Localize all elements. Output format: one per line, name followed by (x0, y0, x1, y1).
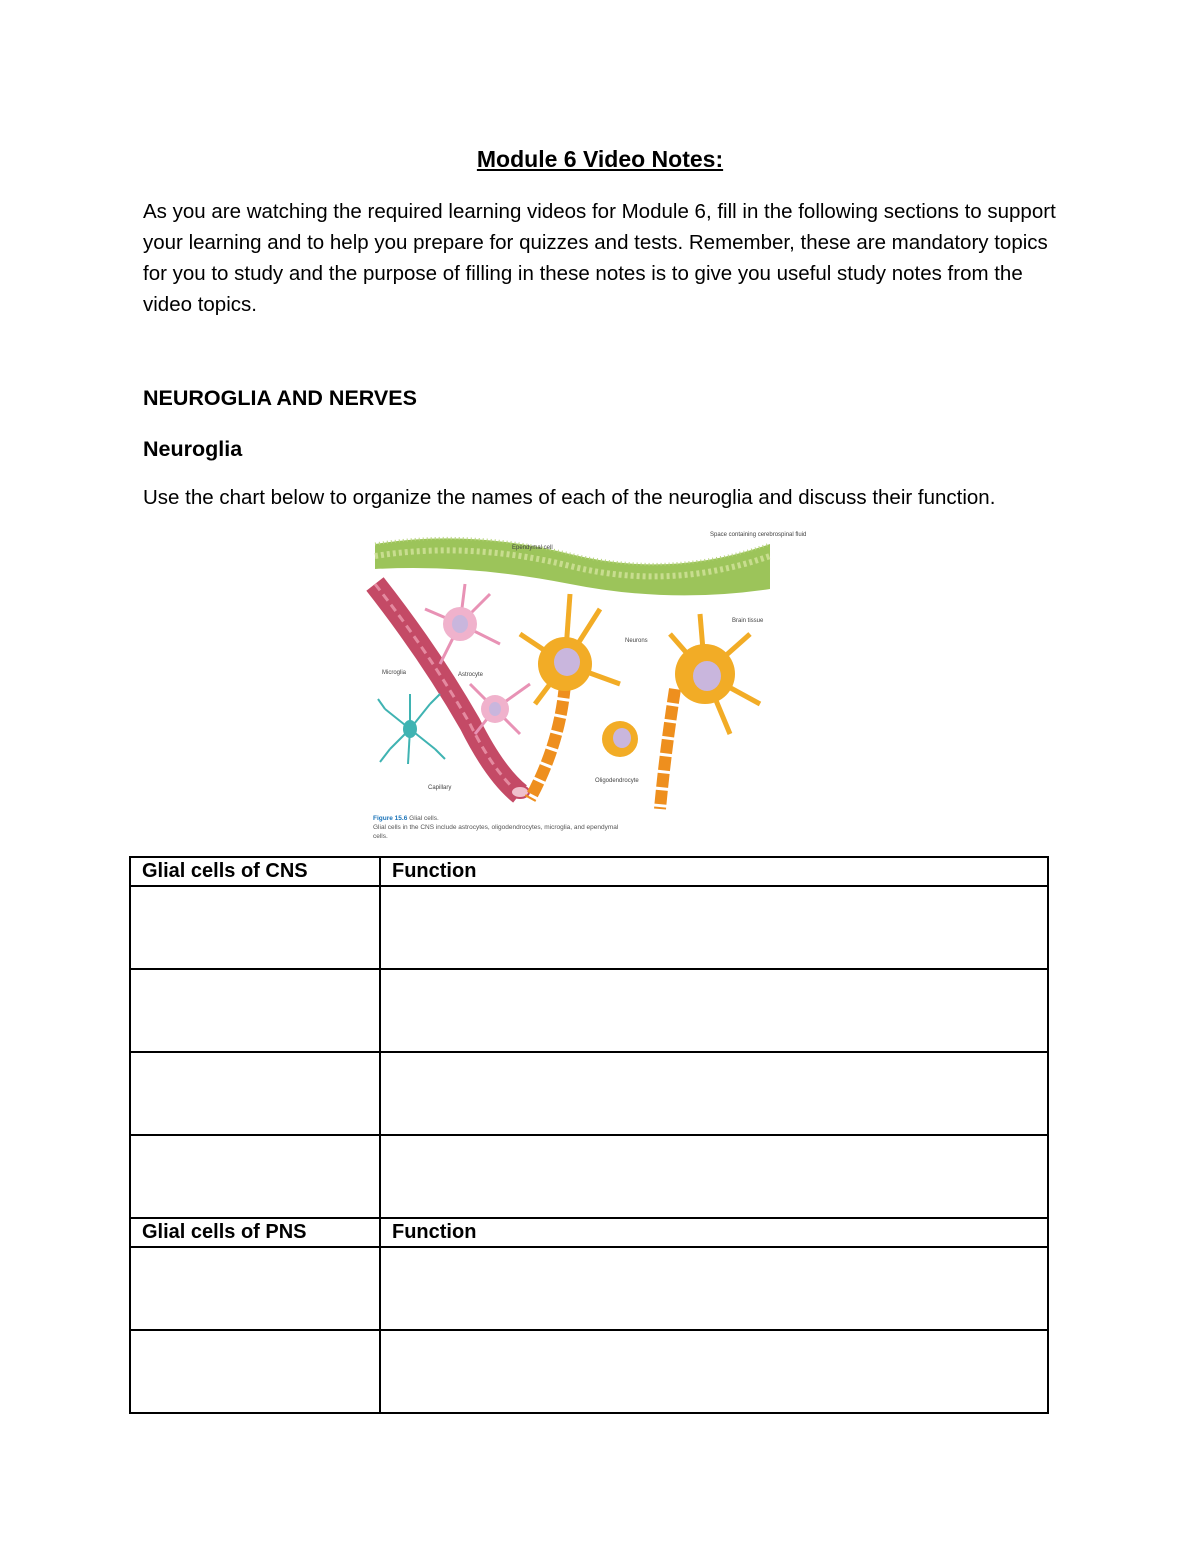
label-capillary: Capillary (428, 785, 452, 791)
label-microglia: Microglia (382, 670, 407, 676)
pns-name-header: Glial cells of PNS (130, 1218, 380, 1247)
pns-name-cell[interactable] (130, 1330, 380, 1413)
cns-function-header: Function (380, 857, 1048, 886)
figure-caption (373, 814, 633, 841)
table-row (130, 886, 1048, 969)
label-astrocyte: Astrocyte (458, 672, 484, 678)
cns-header-row (130, 857, 1048, 886)
cns-function-cell[interactable] (380, 1052, 1048, 1135)
sub-heading: Neuroglia (143, 437, 243, 461)
pns-function-cell[interactable] (380, 1330, 1048, 1413)
glial-cells-table (129, 856, 1049, 1414)
cns-name-cell[interactable] (130, 1135, 380, 1218)
figure-caption-title: Glial cells. (409, 815, 439, 822)
label-neurons: Neurons (625, 638, 648, 644)
intro-paragraph: As you are watching the required learning videos for Module 6, fill in the following sections to support your learning and to help you prepare for quizzes and tests. Remember, these are mandatory topics for you to study and the purpose of filling in these notes is to give you useful study notes from the video topics. (143, 200, 1056, 316)
figure-caption-label: Figure 15.6 (373, 815, 408, 822)
pns-function-cell[interactable] (380, 1247, 1048, 1330)
table-row (130, 1135, 1048, 1218)
cns-name-cell[interactable] (130, 969, 380, 1052)
label-ependymal: Ependymal cell (512, 545, 553, 551)
table-row (130, 1247, 1048, 1330)
pns-name-cell[interactable] (130, 1247, 380, 1330)
neuroglia-illustration (370, 524, 807, 814)
label-brain-tissue: Brain tissue (732, 618, 764, 624)
pns-header-row (130, 1218, 1048, 1247)
label-csf-space: Space containing cerebrospinal fluid (710, 532, 807, 538)
section-heading: NEUROGLIA AND NERVES (143, 386, 417, 410)
cns-function-cell[interactable] (380, 969, 1048, 1052)
cns-function-cell[interactable] (380, 1135, 1048, 1218)
cns-name-cell[interactable] (130, 886, 380, 969)
table-row (130, 1052, 1048, 1135)
cns-name-cell[interactable] (130, 1052, 380, 1135)
table-row (130, 969, 1048, 1052)
page-title: Module 6 Video Notes: (476, 146, 724, 172)
figure-caption-text: Glial cells in the CNS include astrocytes, oligodendrocytes, microglia, and ependymal cells. (373, 824, 619, 840)
cns-name-header: Glial cells of CNS (130, 857, 380, 886)
pns-function-header: Function (380, 1218, 1048, 1247)
cns-function-cell[interactable] (380, 886, 1048, 969)
instruction-text: Use the chart below to organize the names of each of the neuroglia and discuss their function. (143, 486, 996, 509)
table-row (130, 1330, 1048, 1413)
label-oligodendrocyte: Oligodendrocyte (595, 778, 639, 784)
neuroglia-figure (370, 524, 807, 844)
